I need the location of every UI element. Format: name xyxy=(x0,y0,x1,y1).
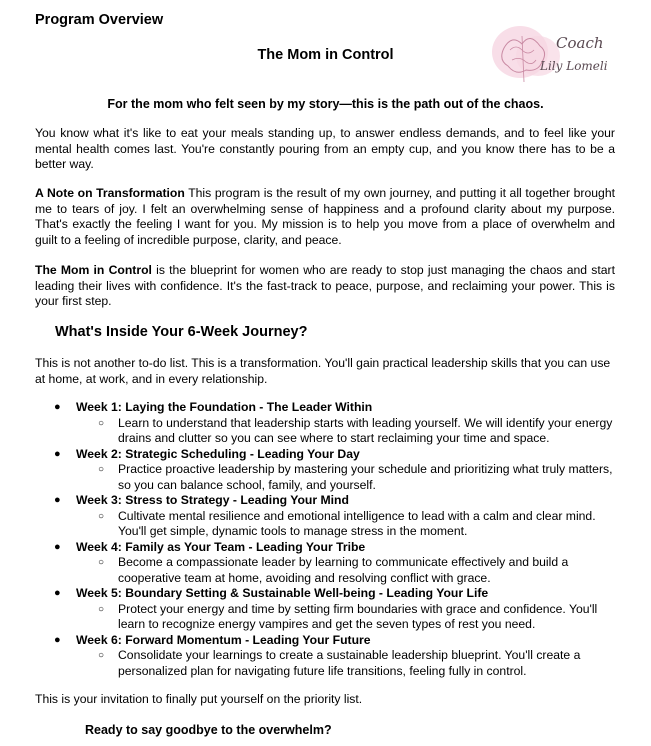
bullet-icon: ● xyxy=(54,633,61,646)
week-description: Learn to understand that leadership starts with leading yourself. We will identify your energy drains and clutter so you can see where to start reclaiming your time and space. xyxy=(118,415,613,445)
week-description: Practice proactive leadership by mastering your schedule and prioritizing what truly matters, so you can balance school, family, and yourself. xyxy=(118,462,613,492)
transformation-paragraph xyxy=(35,186,615,248)
program-overview-heading: Program Overview xyxy=(35,12,164,28)
week-item xyxy=(35,400,625,447)
weeks-list xyxy=(35,400,625,679)
week-description: Protect your energy and time by setting firm boundaries with grace and confidence. You'll learn to recognize energy vampires and get the seven types of rest you need. xyxy=(118,601,598,631)
week-title: Week 2: Strategic Scheduling - Leading Your Day xyxy=(76,446,360,461)
inside-heading: What's Inside Your 6-Week Journey? xyxy=(55,324,308,340)
invitation-paragraph: This is your invitation to finally put yourself on the priority list. xyxy=(35,692,363,706)
program-title: The Mom in Control xyxy=(257,47,394,63)
week-item xyxy=(35,540,625,587)
tagline: For the mom who felt seen by my story—this is the path out of the chaos. xyxy=(107,97,544,111)
week-description: Cultivate mental resilience and emotional intelligence to lead with a calm and clear mind. You'll get simple, dynamic tools to manage stress in the moment. xyxy=(118,508,596,538)
hollow-bullet-icon: ○ xyxy=(98,603,105,615)
intro-paragraph: You know what it's like to eat your meals standing up, to answer endless demands, and to feel like your mental health comes last. You're constantly pouring from an empty cup, and you know there has to be a better way. xyxy=(35,126,615,171)
ready-heading: Ready to say goodbye to the overwhelm? xyxy=(85,723,332,737)
bullet-icon: ● xyxy=(54,540,61,553)
week-item xyxy=(35,586,625,633)
bullet-icon: ● xyxy=(54,401,61,413)
logo-text-coach: Coach xyxy=(556,34,604,52)
week-title: Week 1: Laying the Foundation - The Leader Within xyxy=(76,400,373,414)
transformation-label: A Note on Transformation xyxy=(35,186,185,200)
hollow-bullet-icon: ○ xyxy=(98,650,105,661)
blueprint-text: is the blueprint for women who are ready to stop just managing the chaos and start leading their lives with confidence. It's the fast-track to peace, purpose, and reclaiming your power. This is your first step. xyxy=(35,263,615,308)
week-description: Consolidate your learnings to create a sustainable leadership blueprint. You'll create a personalized plan for navigating future life transitions, feeling fully in control. xyxy=(118,648,581,678)
week-item xyxy=(35,493,625,540)
hollow-bullet-icon: ○ xyxy=(98,510,105,522)
week-item xyxy=(35,633,625,680)
hollow-bullet-icon: ○ xyxy=(98,417,105,429)
blueprint-label: The Mom in Control xyxy=(35,263,152,277)
bullet-icon: ● xyxy=(54,587,61,599)
week-title: Week 6: Forward Momentum - Leading Your Future xyxy=(76,632,371,647)
week-title: Week 5: Boundary Setting & Sustainable Well-being - Leading Your Life xyxy=(76,586,489,600)
inside-intro-paragraph: This is not another to-do list. This is a transformation. You'll gain practical leadership skills that you can use at home, at work, and in every relationship. xyxy=(35,356,611,386)
bullet-icon: ● xyxy=(54,447,61,460)
transformation-text: This program is the result of my own journey, and putting it all together brought me to tears of joy. I felt an overwhelming sense of happiness and a profound clarity about my purpose. That's exactly the feeling I want for you. My mission is to help you move from a place of overwhelm and guilt to a feeling of incredible purpose, clarity, and peace. xyxy=(35,186,615,247)
coach-logo xyxy=(486,18,621,84)
week-title: Week 3: Stress to Strategy - Leading Your Mind xyxy=(76,493,349,507)
blueprint-paragraph xyxy=(35,263,615,310)
week-description: Become a compassionate leader by learning to communicate effectively and build a cooperative team at home, avoiding and resolving conflict with grace. xyxy=(118,555,569,585)
week-item xyxy=(35,447,625,494)
bullet-icon: ● xyxy=(54,494,61,506)
logo-text-name: Lily Lomeli xyxy=(540,59,608,73)
hollow-bullet-icon: ○ xyxy=(98,557,105,568)
brain-logo-icon xyxy=(486,18,621,84)
hollow-bullet-icon: ○ xyxy=(98,464,105,475)
week-title: Week 4: Family as Your Team - Leading Your Tribe xyxy=(76,539,366,554)
